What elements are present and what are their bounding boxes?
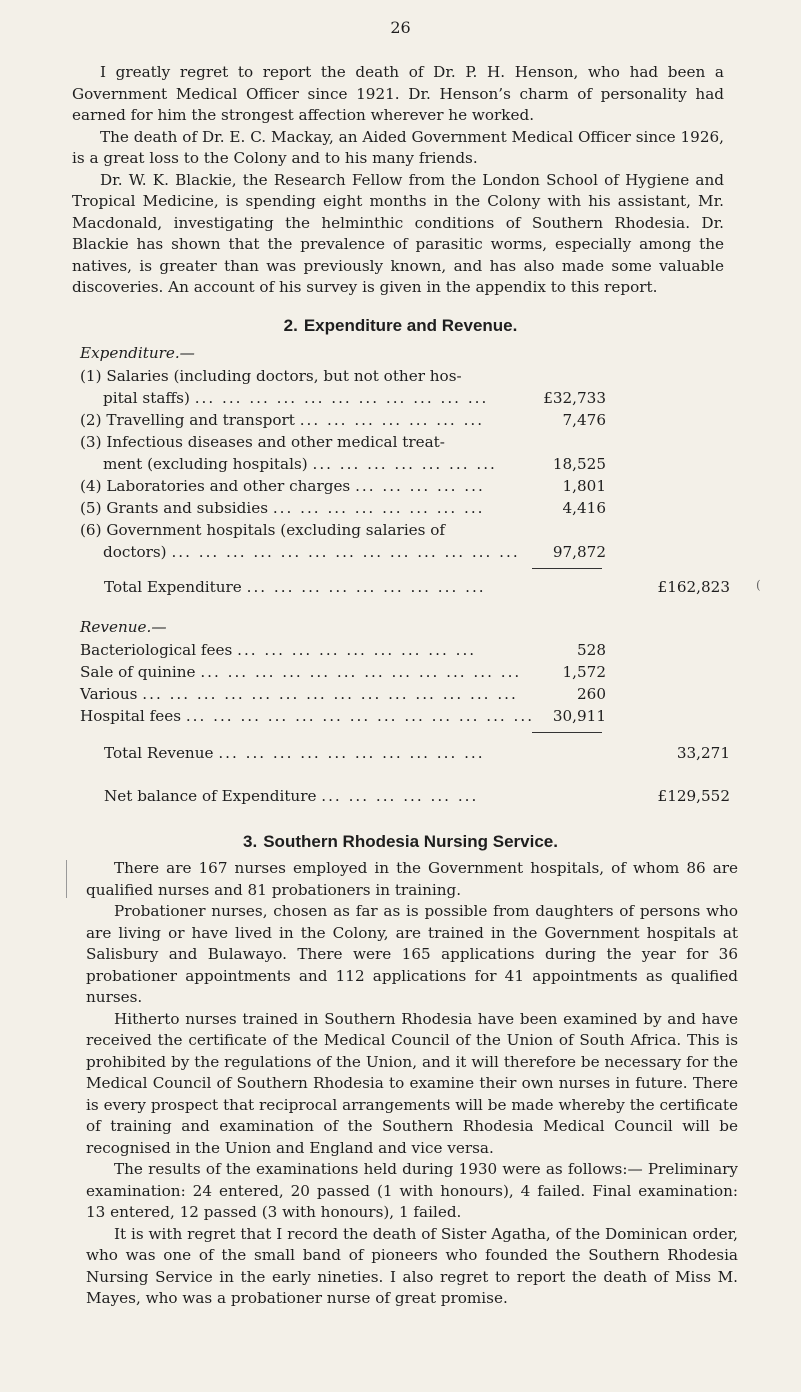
margin-bar <box>66 860 67 898</box>
total-revenue-amount: 33,271 <box>676 744 730 762</box>
amount-laboratories: 1,801 <box>562 477 606 495</box>
revenue-item-hospital-fees: Hospital fees ... ... ... ... ... ... ... ... ... ... ... ... ... 30,911 <box>80 707 606 725</box>
net-balance-amount: £129,552 <box>657 787 730 805</box>
amount-salaries: £32,733 <box>543 389 606 407</box>
expenditure-item-2: (2) Travelling and transport ... ... ... ... ... ... ... 7,476 <box>80 411 606 429</box>
paragraph-certification: Hitherto nurses trained in Southern Rhodesia have been examined by and have received the certificate of the Medical Council of the Union of South Africa. This is prohibited by the regulations of the Union, and it will therefore be necessary for the Medical Council of Southern Rhodesia to examine their own nurses in future. There is every prospect that reciprocal arrangements will be made whereby the certificate of training and examination of the Southern Rhodesia Medical Council will be recognised in the Union and England and vice versa. <box>86 1009 738 1157</box>
net-balance-row: Net balance of Expenditure ... ... ... ... ... ... £129,552 <box>104 787 730 805</box>
amount-gov-hospitals: 97,872 <box>552 543 606 561</box>
expenditure-item-1a: (1) Salaries (including doctors, but not other hos- <box>80 367 462 385</box>
revenue-subtotal-rule <box>532 732 602 733</box>
amount-travelling: 7,476 <box>562 411 606 429</box>
revenue-label: Revenue.— <box>80 618 167 636</box>
expenditure-item-6b: doctors) ... ... ... ... ... ... ... ... ... ... ... ... ... 97,872 <box>103 543 606 561</box>
paragraph-probationers: Probationer nurses, chosen as far as is possible from daughters of persons who are living or have lived in the Colony, are trained in the Government hospitals at Salisbury and Bulawayo. There were 165 applications during the year for 36 probationer appointments and 112 applications for 41 appointments as qualified nurses. <box>86 902 738 1006</box>
subtotal-rule <box>532 568 602 569</box>
paragraph-obituaries: It is with regret that I record the death of Sister Agatha, of the Dominican order, who was one of the small band of pioneers who founded the Southern Rhodesia Nursing Service in the early nineties. I also regret to report the death of Miss M. Mayes, who was a probationer nurse of great promise. <box>86 1224 738 1307</box>
section-3-title: Southern Rhodesia Nursing Service. <box>263 832 558 851</box>
expenditure-item-1b: pital staffs) ... ... ... ... ... ... ... ... ... ... ... £32,733 <box>103 389 606 407</box>
section-2-number: 2. <box>283 316 298 335</box>
expenditure-item-4: (4) Laboratories and other charges ... ... ... ... ... 1,801 <box>80 477 606 495</box>
intro-text <box>72 62 724 299</box>
paragraph-nurses-count: There are 167 nurses employed in the Government hospitals, of whom 86 are qualified nurses and 81 probationers in training. <box>86 859 738 899</box>
paragraph-henson: I greatly regret to report the death of Dr. P. H. Henson, who had been a Government Medical Officer since 1921. Dr. Henson’s charm of personality had earned for him the strongest affection wherever he worked. <box>72 63 724 124</box>
section-2-title: Expenditure and Revenue. <box>303 316 518 335</box>
section-2-heading <box>0 316 801 336</box>
section-3-number: 3. <box>243 832 258 851</box>
paragraph-mackay: The death of Dr. E. C. Mackay, an Aided Government Medical Officer since 1926, is a great loss to the Colony and to his many friends. <box>72 127 724 167</box>
amount-grants: 4,416 <box>562 499 606 517</box>
amount-infectious: 18,525 <box>552 455 606 473</box>
margin-mark: ( <box>756 578 761 592</box>
paragraph-blackie: Dr. W. K. Blackie, the Research Fellow from the London School of Hygiene and Tropical Medicine, is spending eight months in the Colony with his assistant, Mr. Macdonald, investigating the helminthic conditions of Southern Rhodesia. Dr. Blackie has shown that the prevalence of parasitic worms, especially among the natives, is greater than was previously known, and has also made some valuable discoveries. An account of his survey is given in the appendix to this report. <box>72 170 724 296</box>
expenditure-item-3b: ment (excluding hospitals) ... ... ... ... ... ... ... 18,525 <box>103 455 606 473</box>
expenditure-item-5: (5) Grants and subsidies ... ... ... ... ... ... ... ... 4,416 <box>80 499 606 517</box>
revenue-item-various: Various ... ... ... ... ... ... ... ... ... ... ... ... ... ... 260 <box>80 685 606 703</box>
total-expenditure-row: Total Expenditure ... ... ... ... ... ... ... ... ... £162,823 <box>104 578 730 596</box>
section-3-text <box>86 858 738 1310</box>
section-3-heading <box>0 832 801 852</box>
total-expenditure-amount: £162,823 <box>657 578 730 596</box>
expenditure-item-3a: (3) Infectious diseases and other medical treat- <box>80 433 445 451</box>
expenditure-item-6a: (6) Government hospitals (excluding salaries of <box>80 521 446 539</box>
expenditure-label: Expenditure.— <box>80 344 195 362</box>
paragraph-examinations: The results of the examinations held during 1930 were as follows:— Preliminary examination: 24 entered, 20 passed (1 with honours), 4 failed. Final examination: 13 entered, 12 passed (3 with honours), 1 failed. <box>86 1160 738 1221</box>
revenue-item-quinine: Sale of quinine ... ... ... ... ... ... ... ... ... ... ... ... 1,572 <box>80 663 606 681</box>
revenue-item-bacteriological: Bacteriological fees ... ... ... ... ... ... ... ... ... 528 <box>80 641 606 659</box>
total-revenue-row: Total Revenue ... ... ... ... ... ... ... ... ... ... 33,271 <box>104 744 730 762</box>
page-number: 26 <box>390 18 411 37</box>
